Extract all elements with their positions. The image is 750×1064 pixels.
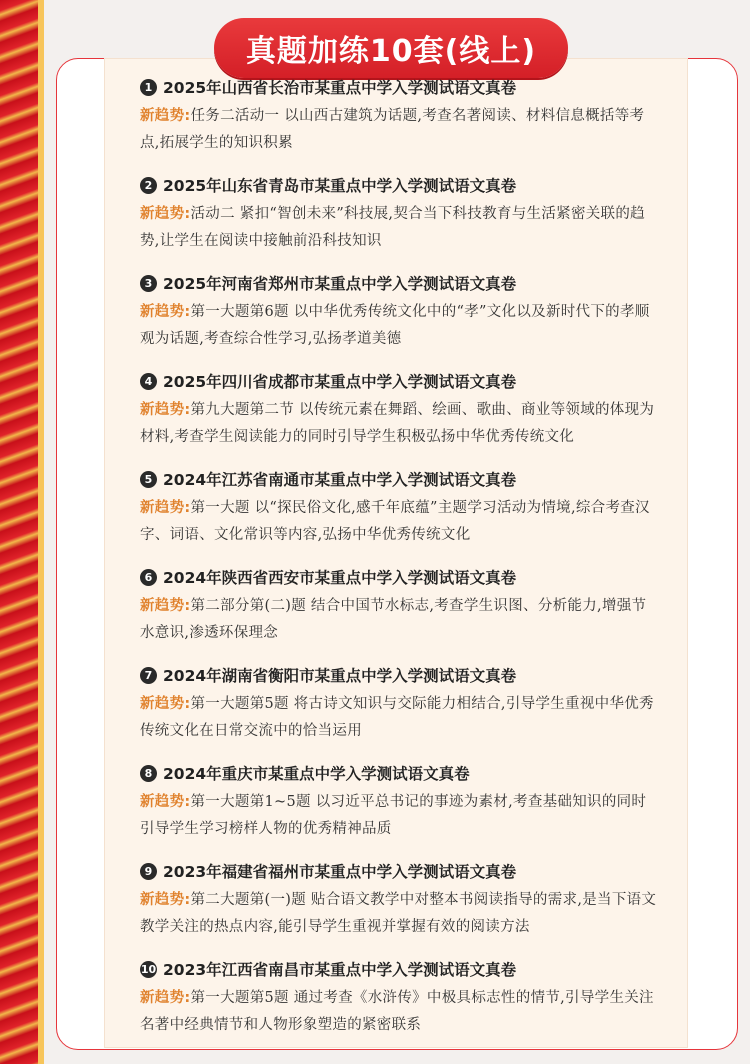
list-item bbox=[140, 858, 660, 941]
list-item bbox=[140, 662, 660, 745]
trend-label: 新趋势: bbox=[140, 598, 191, 614]
list-item bbox=[140, 74, 660, 157]
exam-title: 2025年四川省成都市某重点中学入学测试语文真卷 bbox=[163, 373, 517, 391]
trend-label: 新趋势: bbox=[140, 402, 191, 418]
exam-title: 2024年江苏省南通市某重点中学入学测试语文真卷 bbox=[163, 471, 517, 489]
exam-list bbox=[140, 74, 660, 1054]
trend-label: 新趋势: bbox=[140, 892, 191, 908]
exam-title: 2025年山东省青岛市某重点中学入学测试语文真卷 bbox=[163, 177, 517, 195]
trend-description: 新趋势:第一大题第5题 将古诗文知识与交际能力相结合,引导学生重视中华优秀传统文化在日常交流中的恰当运用 bbox=[140, 696, 654, 739]
number-badge: 6 bbox=[140, 569, 157, 586]
list-item bbox=[140, 172, 660, 255]
trend-description: 新趋势:第二大题第(一)题 贴合语文教学中对整本书阅读指导的需求,是当下语文教学关注的热点内容,能引导学生重视并掌握有效的阅读方法 bbox=[140, 892, 657, 935]
trend-label: 新趋势: bbox=[140, 696, 191, 712]
trend-label: 新趋势: bbox=[140, 500, 191, 516]
exam-title: 2024年陕西省西安市某重点中学入学测试语文真卷 bbox=[163, 569, 517, 587]
trend-description: 新趋势:第一大题 以“探民俗文化,感千年底蕴”主题学习活动为情境,综合考查汉字、词语、文化常识等内容,弘扬中华优秀传统文化 bbox=[140, 500, 650, 543]
trend-label: 新趋势: bbox=[140, 794, 191, 810]
exam-title: 2023年福建省福州市某重点中学入学测试语文真卷 bbox=[163, 863, 517, 881]
exam-title: 2024年湖南省衡阳市某重点中学入学测试语文真卷 bbox=[163, 667, 517, 685]
trend-description: 新趋势:第九大题第二节 以传统元素在舞蹈、绘画、歌曲、商业等领域的体现为材料,考查学生阅读能力的同时引导学生积极弘扬中华优秀传统文化 bbox=[140, 402, 655, 445]
number-badge: 10 bbox=[140, 962, 157, 976]
decorative-ribbon-strip bbox=[0, 0, 44, 1064]
list-item bbox=[140, 760, 660, 843]
number-badge: 9 bbox=[140, 863, 157, 880]
exam-title: 2023年江西省南昌市某重点中学入学测试语文真卷 bbox=[163, 961, 517, 979]
exam-title: 2024年重庆市某重点中学入学测试语文真卷 bbox=[163, 765, 470, 783]
trend-description: 新趋势:第二部分第(二)题 结合中国节水标志,考查学生识图、分析能力,增强节水意识,渗透环保理念 bbox=[140, 598, 647, 641]
trend-description: 新趋势:任务二活动一 以山西古建筑为话题,考查名著阅读、材料信息概括等考点,拓展学生的知识积累 bbox=[140, 108, 645, 151]
list-item bbox=[140, 956, 660, 1039]
exam-title: 2025年河南省郑州市某重点中学入学测试语文真卷 bbox=[163, 275, 517, 293]
number-badge: 1 bbox=[140, 79, 157, 96]
number-badge: 4 bbox=[140, 373, 157, 390]
list-item bbox=[140, 368, 660, 451]
number-badge: 2 bbox=[140, 177, 157, 194]
banner-title: 真题加练10套(线上) bbox=[214, 18, 568, 78]
trend-label: 新趋势: bbox=[140, 304, 191, 320]
number-badge: 7 bbox=[140, 667, 157, 684]
trend-description: 新趋势:第一大题第5题 通过考查《水浒传》中极具标志性的情节,引导学生关注名著中经典情节和人物形象塑造的紧密联系 bbox=[140, 990, 654, 1033]
trend-description: 新趋势:第一大题第6题 以中华优秀传统文化中的“孝”文化以及新时代下的孝顺观为话题,考查综合性学习,弘扬孝道美德 bbox=[140, 304, 650, 347]
list-item bbox=[140, 270, 660, 353]
number-badge: 8 bbox=[140, 765, 157, 782]
number-badge: 5 bbox=[140, 471, 157, 488]
list-item bbox=[140, 564, 660, 647]
list-item bbox=[140, 466, 660, 549]
number-badge: 3 bbox=[140, 275, 157, 292]
trend-label: 新趋势: bbox=[140, 206, 191, 222]
trend-description: 新趋势:活动二 紧扣“智创未来”科技展,契合当下科技教育与生活紧密关联的趋势,让学生在阅读中接触前沿科技知识 bbox=[140, 206, 645, 249]
exam-title: 2025年山西省长治市某重点中学入学测试语文真卷 bbox=[163, 79, 517, 97]
trend-label: 新趋势: bbox=[140, 990, 191, 1006]
trend-description: 新趋势:第一大题第1~5题 以习近平总书记的事迹为素材,考查基础知识的同时引导学生学习榜样人物的优秀精神品质 bbox=[140, 794, 647, 837]
trend-label: 新趋势: bbox=[140, 108, 191, 124]
